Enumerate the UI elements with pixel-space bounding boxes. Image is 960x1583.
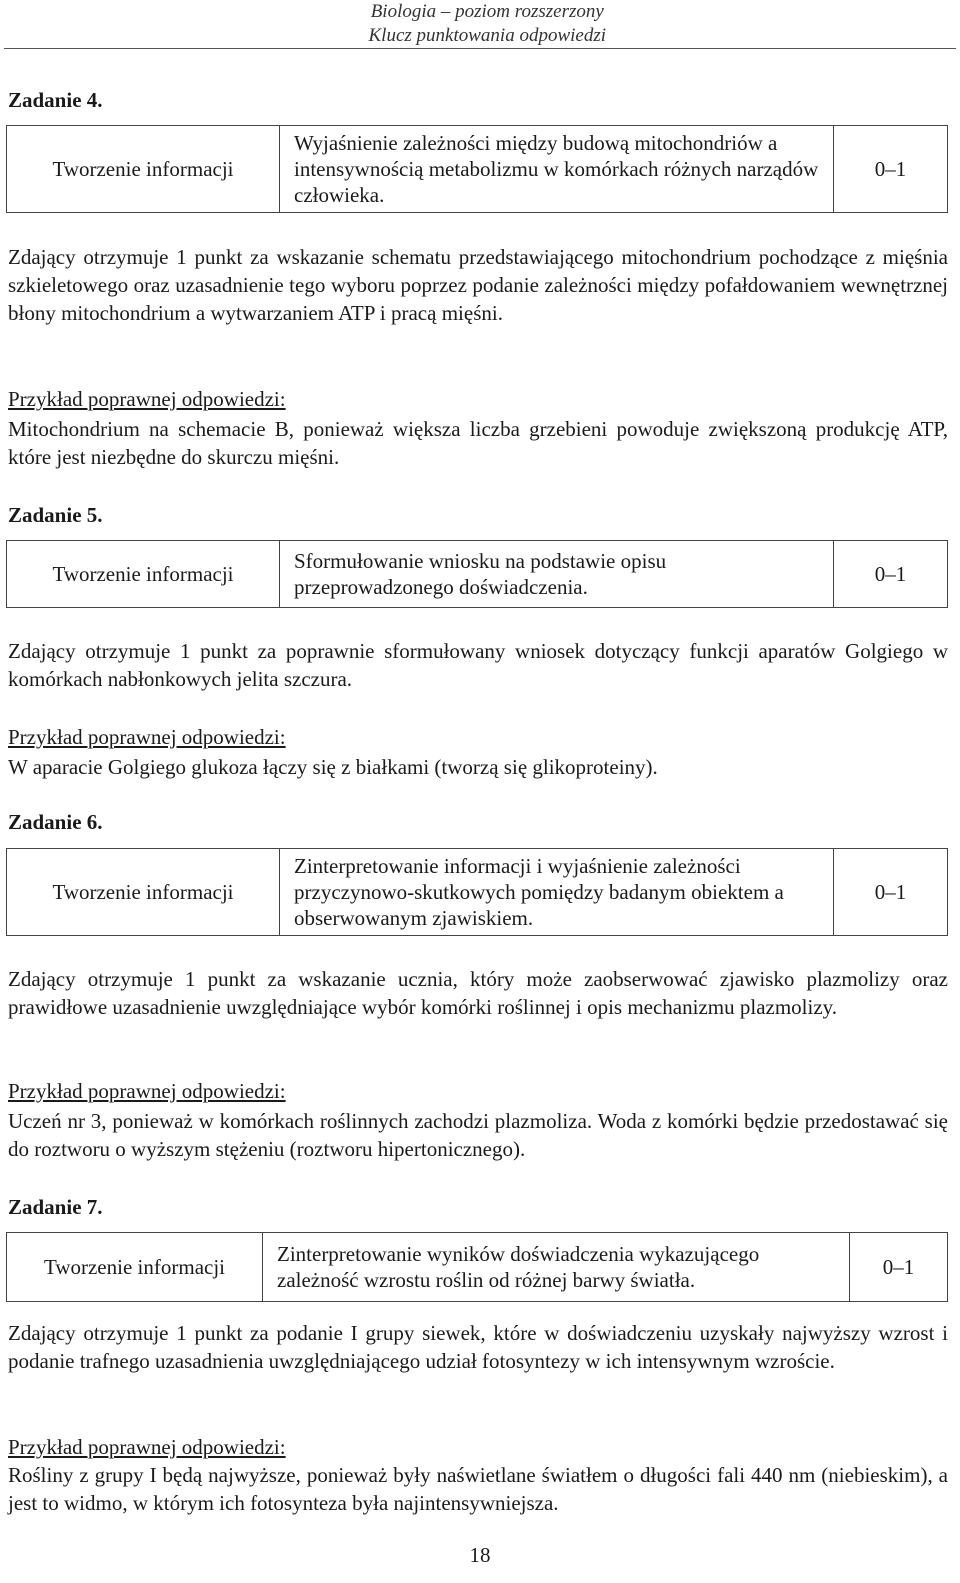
example-answer: Mitochondrium na schemacie B, ponieważ większa liczba grzebieni powoduje zwiększoną produkcję ATP, które jest niezbędne do skurczu mięśni. — [8, 417, 948, 469]
points-range: 0–1 — [834, 126, 948, 213]
page-header — [369, 0, 607, 48]
scoring-rule: Zdający otrzymuje 1 punkt za poprawnie sformułowany wniosek dotyczący funkcji aparatów Golgiego w komórkach nabłonkowych jelita szczura. — [8, 639, 948, 691]
task-requirement-table — [6, 125, 948, 213]
example-label: Przykład poprawnej odpowiedzi: — [8, 1435, 286, 1459]
skill-category: Tworzenie informacji — [7, 541, 280, 608]
example-label: Przykład poprawnej odpowiedzi: — [8, 725, 286, 749]
task-title: Zadanie 6. — [8, 810, 103, 834]
skill-category: Tworzenie informacji — [7, 849, 280, 936]
task-requirement-table — [6, 540, 948, 608]
example-answer: Rośliny z grupy I będą najwyższe, ponieważ były naświetlane światłem o długości fali 440 nm (niebieskim), a jest to widmo, w którym ich fotosynteza była najintensywniejsza. — [8, 1463, 948, 1515]
requirement-description: Sformułowanie wniosku na podstawie opisu przeprowadzonego doświadczenia. — [280, 541, 834, 608]
example-answer: W aparacie Golgiego glukoza łączy się z białkami (tworzą się glikoproteiny). — [8, 755, 658, 779]
scoring-rule: Zdający otrzymuje 1 punkt za wskazanie ucznia, który może zaobserwować zjawisko plazmolizy oraz prawidłowe uzasadnienie uwzględniające wybór komórki roślinnej i opis mechanizmu plazmolizy. — [8, 967, 948, 1019]
task-title: Zadanie 5. — [8, 503, 103, 527]
example-answer: Uczeń nr 3, ponieważ w komórkach roślinnych zachodzi plazmoliza. Woda z komórki będzie przedostawać się do roztworu o wyższym stężeniu (roztworu hipertonicznego). — [8, 1109, 948, 1161]
task-title: Zadanie 4. — [8, 88, 103, 112]
example-label: Przykład poprawnej odpowiedzi: — [8, 1079, 286, 1103]
points-range: 0–1 — [850, 1233, 948, 1302]
page-number: 18 — [469, 1543, 491, 1567]
requirement-description: Wyjaśnienie zależności między budową mitochondriów a intensywnością metabolizmu w komórkach różnych narządów człowieka. — [280, 126, 834, 213]
scoring-rule: Zdający otrzymuje 1 punkt za wskazanie schematu przedstawiającego mitochondrium pochodzące z mięśnia szkieletowego oraz uzasadnienie tego wyboru poprzez podanie zależności między pofałdowaniem wewnętrznej błony mitochondrium a wytwarzaniem ATP i pracą mięśni. — [8, 245, 948, 325]
task-requirement-table — [6, 848, 948, 936]
task-title: Zadanie 7. — [8, 1195, 103, 1219]
task-requirement-table — [6, 1232, 948, 1302]
header-divider — [4, 48, 956, 49]
header-subject: Biologia – poziom rozszerzony — [370, 1, 604, 22]
header-doc-title: Klucz punktowania odpowiedzi — [368, 25, 606, 46]
skill-category: Tworzenie informacji — [7, 126, 280, 213]
skill-category: Tworzenie informacji — [7, 1233, 263, 1302]
example-label: Przykład poprawnej odpowiedzi: — [8, 387, 286, 411]
scoring-rule: Zdający otrzymuje 1 punkt za podanie I grupy siewek, które w doświadczeniu uzyskały najwyższy wzrost i podanie trafnego uzasadnienia uwzględniającego udział fotosyntezy w ich intensywnym wzroście. — [8, 1321, 948, 1373]
points-range: 0–1 — [834, 541, 948, 608]
requirement-description: Zinterpretowanie informacji i wyjaśnienie zależności przyczynowo-skutkowych pomiędzy badanym obiektem a obserwowanym zjawiskiem. — [280, 849, 834, 936]
points-range: 0–1 — [834, 849, 948, 936]
requirement-description: Zinterpretowanie wyników doświadczenia wykazującego zależność wzrostu roślin od różnej barwy światła. — [263, 1233, 850, 1302]
